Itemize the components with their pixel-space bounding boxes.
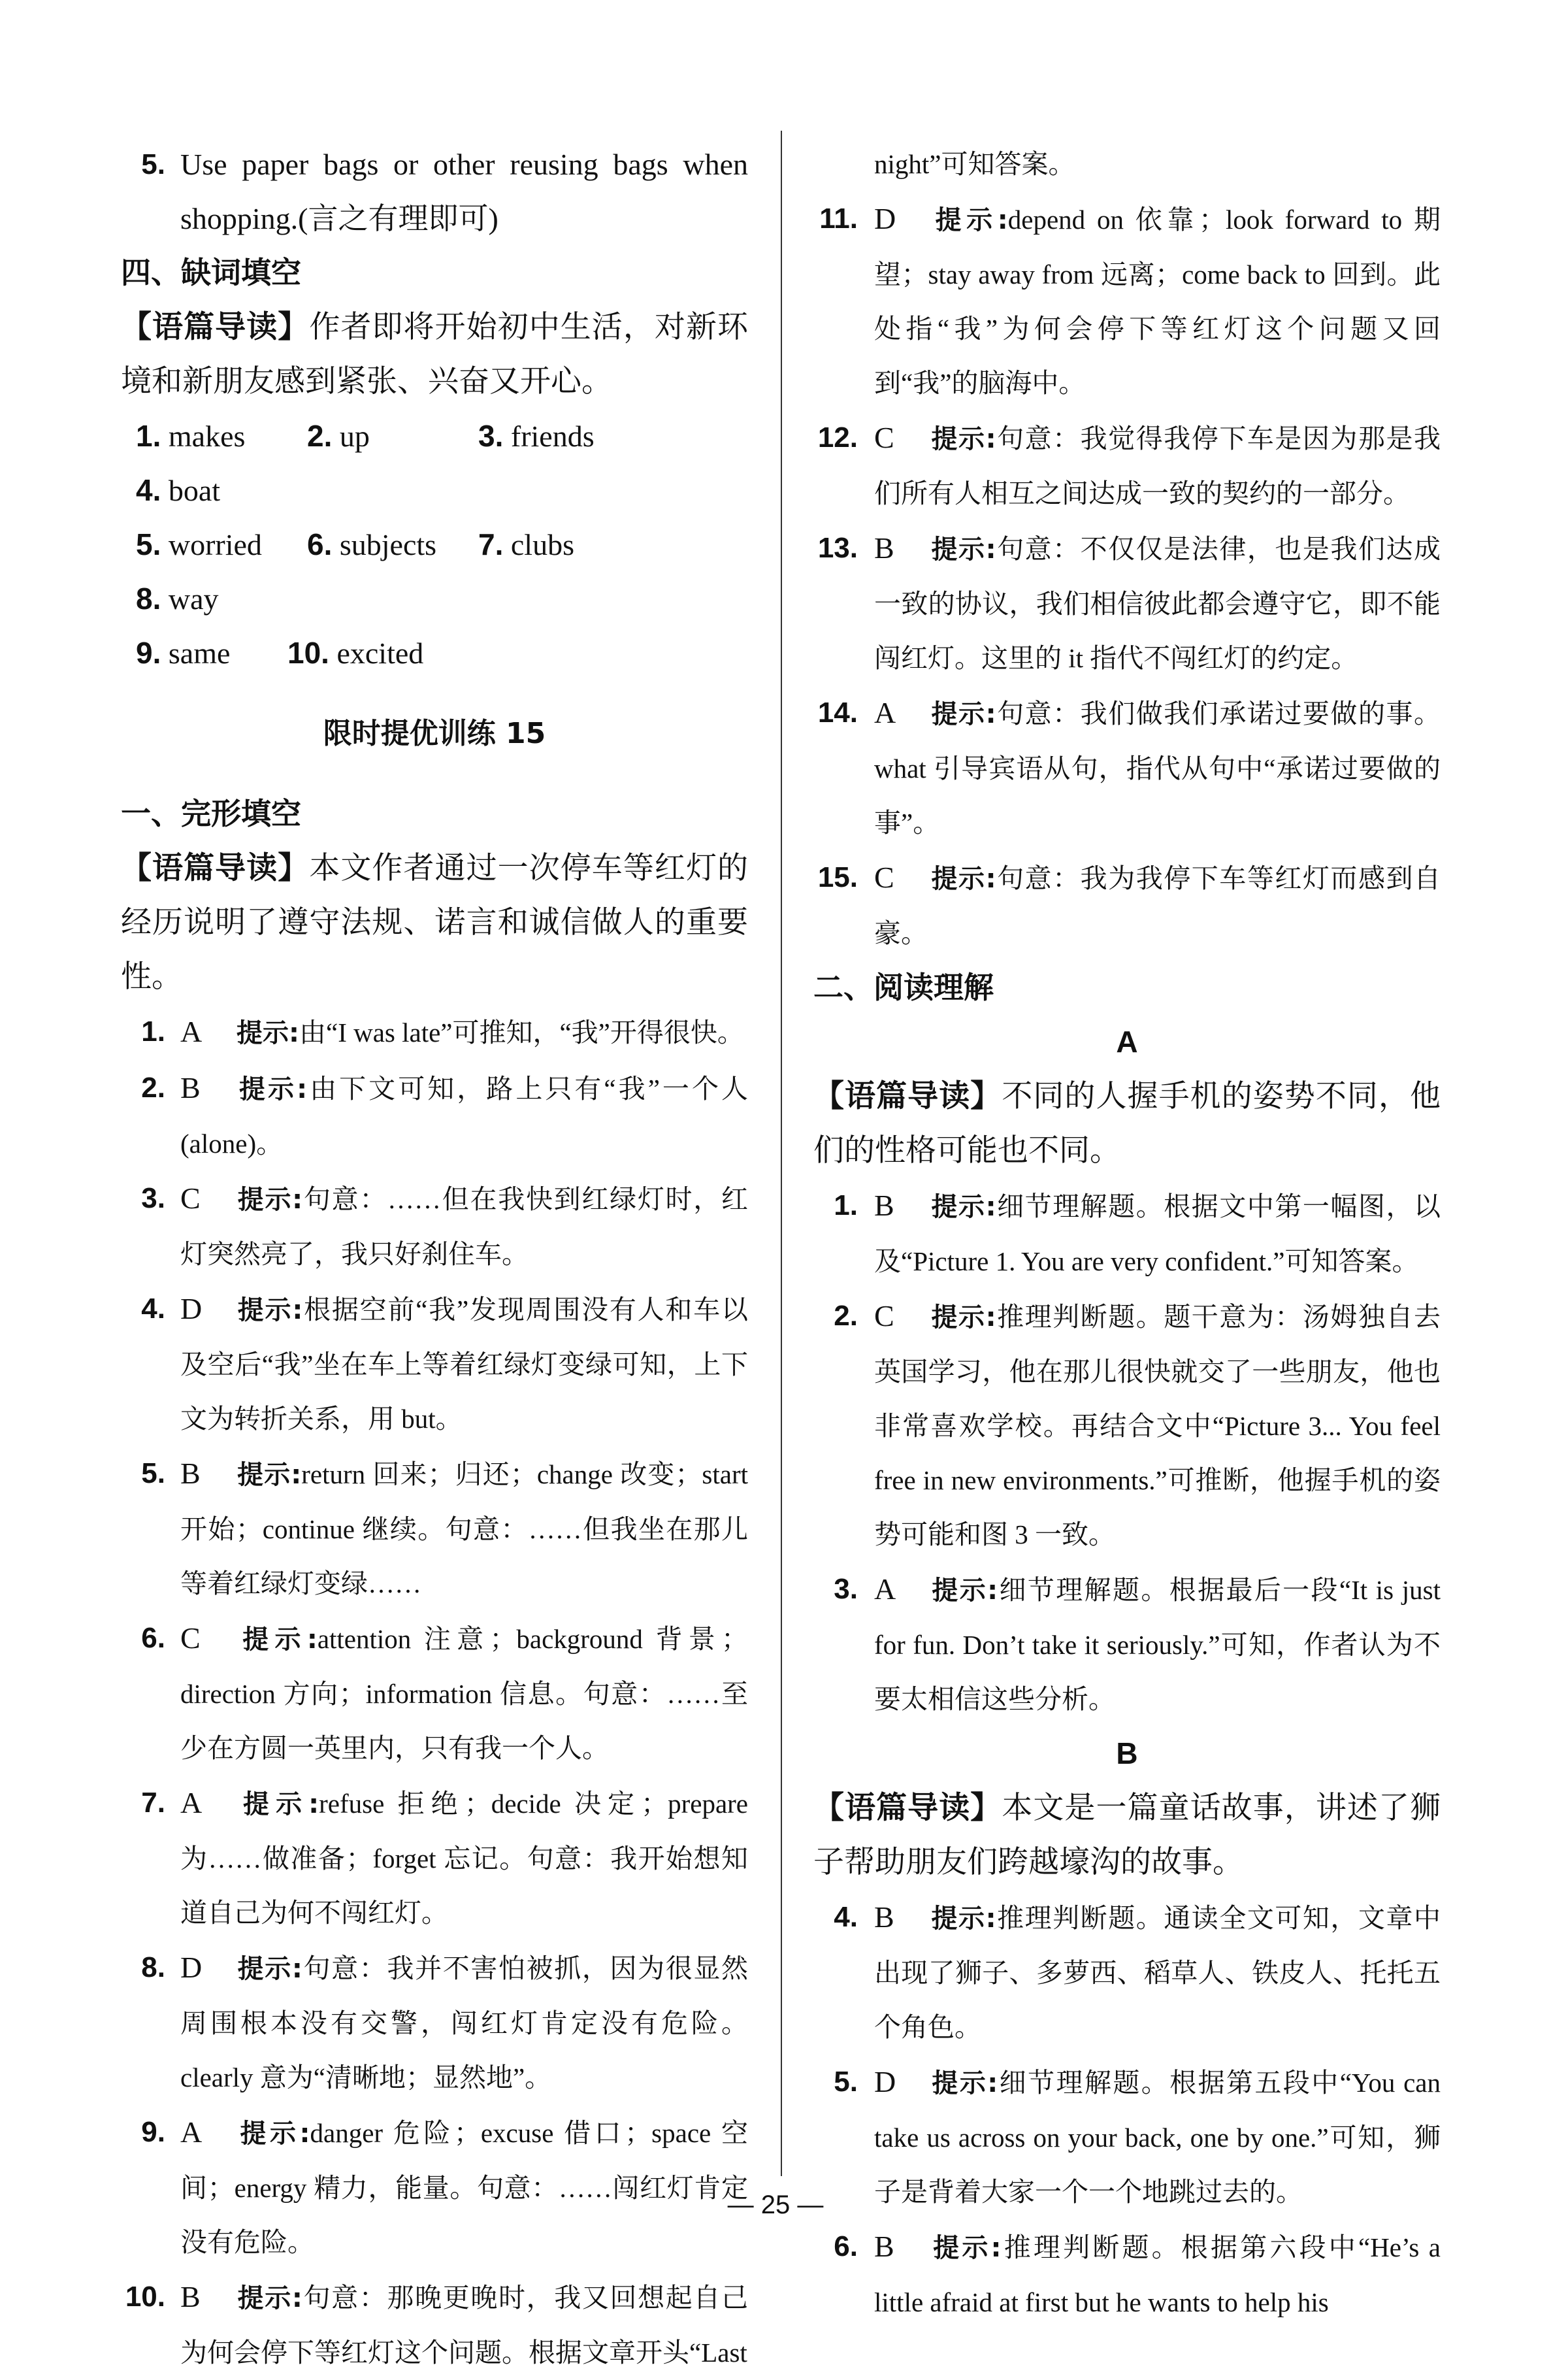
answer-letter: B [180,2280,201,2313]
hint-label: 提示: [237,1185,303,1215]
answer-letter: A [180,1015,203,1048]
answer-letter: A [874,1572,896,1606]
item-number: 5. [834,2066,858,2098]
hint-text: 推理判断题。题干意为：汤姆独自去英国学习，他在那儿很快就交了一些朋友，他也非常喜欢学校。再结合文中“Picture 3... You feel free in new environments.”可推断，他握手机的姿势可能和图 3 一致。 [874,1302,1441,1549]
hint-label: 提示: [930,205,1008,235]
hint-label: 提示: [930,2233,1002,2263]
hint-label: 提示: [237,2283,302,2313]
hint-text: 句意：我觉得我停下车是因为那是我们所有人相互之间达成一致的契约的一部分。 [874,423,1441,508]
hint-label: 提示: [237,1625,318,1655]
hint-text: danger 危险；excuse 借口；space 空间；energy 精力，能量。句意：……闯红灯肯定没有危险。 [180,2118,748,2257]
item-number: 7. [478,527,504,561]
item-continuation: night”可知答案。 [874,149,1075,179]
reading-guide [813,1069,1441,1178]
item-number: 1. [136,419,161,453]
answer-item [813,521,1441,686]
word-answer [136,463,267,518]
hint-label: 提示: [237,1295,303,1325]
item-number: 15. [817,861,858,893]
section-heading: 四、缺词填空 [121,255,301,290]
section-heading: 二、阅读理解 [813,970,994,1005]
answer-letter: D [180,1292,203,1325]
answer-item [121,137,748,246]
answer-letter: C [180,1621,201,1655]
item-number: 2. [307,419,333,453]
hint-text: 根据空前“我”发现周围没有人和车以及空后“我”坐在车上等着红绿灯变绿可知，上下文为转折关系，用 but。 [180,1295,748,1434]
item-number: 4. [136,473,161,507]
item-number: 9. [136,636,161,670]
item-number: 8. [136,582,161,616]
answer-letter: B [180,1457,201,1490]
hint-text: depend on 依靠；look forward to 期望；stay away from 远离；come back to 回到。此处指“我”为何会停下等红灯这个问题又回到“我”的脑海中。 [874,205,1441,398]
word-answer [136,409,307,463]
part-letter: B [1116,1736,1138,1770]
hint-label: 提示: [930,2068,998,2098]
answer-item [121,2105,748,2270]
hint-label: 提示: [930,699,996,729]
item-number: 5. [141,148,165,180]
answer-list [813,1890,1441,2330]
item-number: 6. [141,1622,165,1654]
item-number: 4. [141,1293,165,1325]
reading-guide [813,1781,1441,1890]
hint-label: 提示: [930,864,996,894]
answer-letter: A [180,2115,203,2149]
answer-letter: C [874,421,894,454]
hint-text: return 回来；归还；change 改变；start 开始；continue 继续。句意：……但我坐在那儿等着红绿灯变绿…… [180,1459,749,1598]
item-number: 4. [834,1901,858,1933]
answer-letter: B [874,2230,894,2263]
answer-item [121,1940,748,2105]
guide-text: 不同的人握手机的姿势不同，他们的性格可能也不同。 [813,1080,1441,1168]
section-heading: 一、完形填空 [121,796,301,831]
item-number: 2. [141,1072,165,1104]
word-row [136,626,748,680]
word-answer [136,518,307,572]
hint-text: 细节理解题。根据文中第一幅图，以及“Picture 1. You are very confident.”可知答案。 [874,1191,1441,1276]
answer-word: friends [510,420,595,453]
answer-letter: B [874,1900,894,1934]
word-answer [478,518,659,572]
answer-item [813,1562,1441,1727]
hint-text: 细节理解题。根据最后一段“It is just for fun. Don’t take it seriously.”可知，作者认为不要太相信这些分析。 [874,1575,1441,1714]
hint-label: 提示: [930,1576,998,1606]
hint-text: 推理判断题。根据第六段中“He’s a little afraid at first but he wants to help his [874,2232,1441,2317]
hint-text: 细节理解题。根据第五段中“You can take us across on your back, one by one.”可知，狮子是背着大家一个一个地跳过去的。 [874,2068,1441,2207]
item-number: 3. [834,1573,858,1605]
reading-guide [121,300,748,409]
answer-word: subjects [339,528,437,561]
word-answer [307,518,478,572]
answer-letter: C [180,1182,201,1215]
hint-label: 提示: [930,535,996,565]
part-letter: A [1116,1025,1138,1059]
right-column [813,137,1441,2330]
answer-item [813,686,1441,850]
item-number: 1. [834,1189,858,1221]
hint-label: 提示: [237,1074,308,1104]
answer-letter: D [874,202,896,235]
hint-text: refuse 拒绝；decide 决定；prepare 为……做准备；forget 忘记。句意：我开始想知道自己为何不闯红灯。 [180,1789,748,1928]
answer-word: way [168,582,219,616]
column-divider [781,131,782,2176]
item-number: 3. [141,1182,165,1214]
hint-text: attention 注意；background 背景；direction 方向；information 信息。句意：……至少在方圆一英里内，只有我一个人。 [180,1624,748,1763]
item-number: 6. [834,2230,858,2262]
item-number: 7. [141,1787,165,1819]
answer-item [813,1289,1441,1562]
answer-letter: D [180,1951,203,1984]
item-number: 10. [287,636,329,670]
answer-item [813,1178,1441,1289]
hint-label: 提示: [930,1904,996,1934]
word-answer [136,572,267,626]
item-number: 8. [141,1951,165,1983]
hint-text: 句意：我为我停下车等红灯而感到自豪。 [874,863,1441,948]
item-number: 9. [141,2116,165,2148]
answer-letter: A [180,1786,203,1819]
answer-item [121,1446,748,1611]
answer-list [813,1178,1441,1727]
guide-label: 【语篇导读】 [121,850,310,886]
hint-label: 提示: [237,1954,302,1984]
item-number: 2. [834,1300,858,1332]
answer-item [813,191,1441,410]
answer-letter: B [180,1071,201,1104]
answer-item [121,1004,748,1061]
answer-item [121,2270,748,2380]
word-row [136,518,748,626]
item-text: Use paper bags or other reusing bags when shopping.(言之有理即可) [180,148,748,235]
item-number: 11. [819,203,858,235]
hint-label: 提示: [237,1018,299,1048]
exercise-title: 限时提优训练 15 [323,717,546,750]
guide-text: 本文作者通过一次停车等红灯的经历说明了遵守法规、诺言和诚信做人的重要性。 [121,851,749,994]
answer-item [121,1611,748,1776]
item-number: 1. [141,1016,165,1048]
answer-letter: C [874,1299,894,1332]
word-row [136,409,748,518]
answer-item [813,410,1441,521]
item-number: 6. [307,527,333,561]
answer-letter: A [874,696,896,729]
hint-text: 句意：不仅仅是法律，也是我们达成一致的协议，我们相信彼此都会遵守它，即不能闯红灯。这里的 it 指代不闯红灯的约定。 [874,534,1441,673]
answer-letter: D [874,2065,896,2098]
answer-word: same [168,636,231,670]
guide-text: 本文是一篇童话故事，讲述了狮子帮助朋友们跨越壕沟的故事。 [813,1791,1441,1879]
answer-word: worried [168,528,262,561]
reading-guide [121,841,748,1004]
hint-label: 提示: [237,1460,302,1490]
hint-text: 句意：……但在我快到红绿灯时，红灯突然亮了，我只好刹住车。 [180,1184,749,1269]
answer-letter: B [874,531,894,565]
answer-item [121,1281,748,1446]
word-answer [136,626,287,680]
item-number: 5. [141,1457,165,1489]
hint-text: 推理判断题。通读全文可知，文章中出现了狮子、多萝西、稻草人、铁皮人、托托五个角色。 [874,1903,1441,2042]
word-answer [478,409,659,463]
hint-text: 句意：我并不害怕被抓，因为很显然周围根本没有交警，闯红灯肯定没有危险。clearly 意为“清晰地；显然地”。 [180,1953,749,2092]
guide-label: 【语篇导读】 [121,309,310,345]
guide-label: 【语篇导读】 [813,1790,1002,1826]
item-number: 10. [125,2281,165,2313]
answer-item [121,1776,748,1940]
item-number: 14. [817,697,858,729]
hint-label: 提示: [930,424,996,454]
answer-word: up [339,420,370,453]
word-answer [287,626,483,680]
hint-text: 由下文可知，路上只有“我”一个人(alone)。 [180,1074,748,1159]
left-column [121,137,748,2380]
answer-word: makes [168,420,246,453]
hint-label: 提示: [237,2119,310,2149]
item-number: 12. [817,421,858,454]
answer-item [813,850,1441,961]
answer-item [813,1890,1441,2055]
hint-text: 句意：那晚更晚时，我又回想起自己为何会停下等红灯这个问题。根据文章开头“Last [180,2283,749,2368]
answer-word: boat [168,474,221,507]
hint-text: 句意：我们做我们承诺过要做的事。what 引导宾语从句，指代从句中“承诺过要做的事”。 [874,699,1441,838]
answer-word: clubs [510,528,574,561]
hint-label: 提示: [930,1192,996,1222]
guide-text: 作者即将开始初中生活，对新环境和新朋友感到紧张、兴奋又开心。 [121,310,749,399]
answer-list [121,1004,748,2380]
answer-list [813,191,1441,961]
answer-word: excited [336,636,424,670]
page-number: — 25 — [727,2190,824,2219]
answer-letter: B [874,1189,894,1222]
hint-text: 由“I was late”可推知，“我”开得很快。 [299,1017,744,1048]
hint-label: 提示: [930,1302,996,1332]
hint-label: 提示: [237,1789,319,1819]
answer-letter: C [874,861,894,894]
answer-item [121,1171,748,1281]
guide-label: 【语篇导读】 [813,1078,1002,1114]
item-number: 5. [136,527,161,561]
answer-item [813,2219,1441,2330]
item-number: 3. [478,419,504,453]
item-number: 13. [817,532,858,564]
answer-item [121,1061,748,1171]
word-answer [307,409,478,463]
word-answers [121,409,748,680]
